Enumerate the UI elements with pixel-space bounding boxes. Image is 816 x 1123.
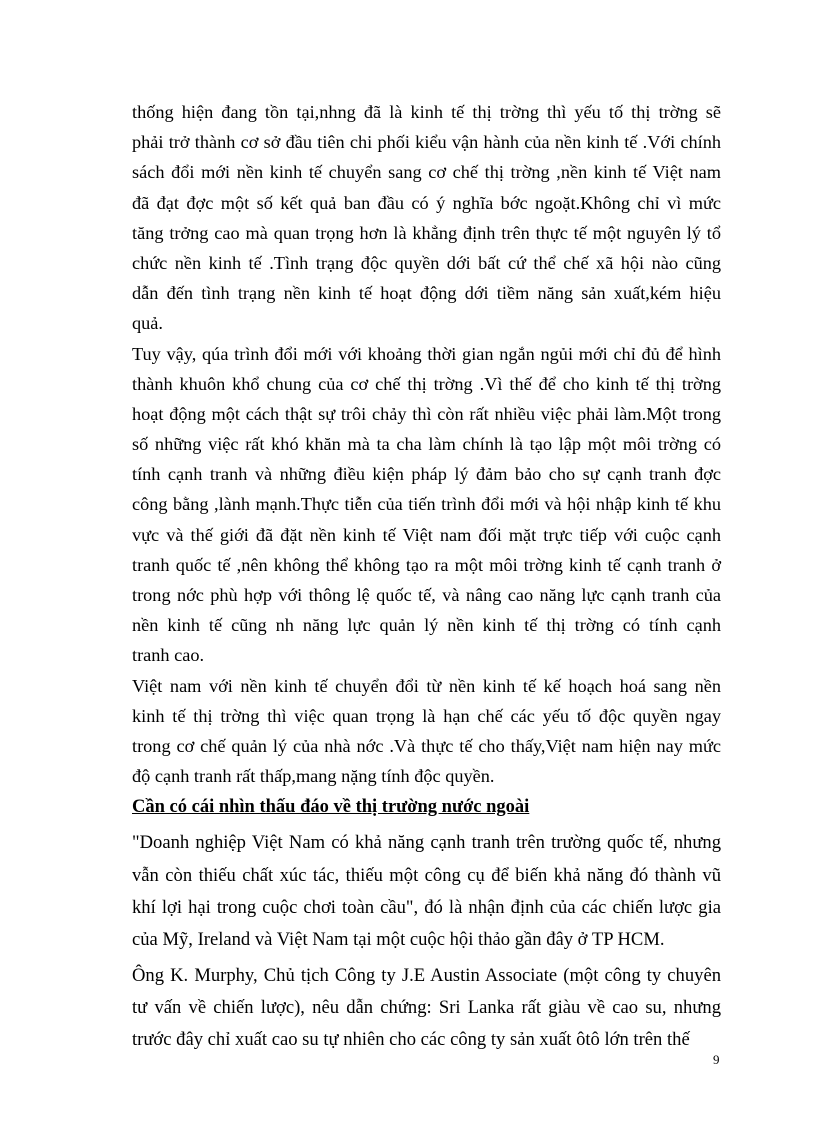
text-line: trong cơ chế quản lý của nhà nớc .Và thực tế cho thấy,Việt nam hiện nay mức [132, 735, 721, 756]
text-line: công bằng ,lành mạnh.Thực tiễn của tiến trình đổi mới và hội nhập kinh tế khu [132, 494, 721, 515]
body-text [132, 97, 721, 1061]
text-line: kinh tế thị trờng thì việc quan trọng là hạn chế các yếu tố độc quyền ngay [132, 705, 721, 726]
text-line: tính cạnh tranh và những điều kiện pháp lý đảm bảo cho sự cạnh tranh đợc [132, 464, 721, 485]
paragraph [132, 97, 721, 339]
page-number: 9 [713, 1052, 720, 1067]
paragraph [132, 827, 721, 956]
text-line: tranh cao. [132, 645, 205, 666]
text-line: Việt nam với nền kinh tế chuyển đổi từ nền kinh tế kế hoạch hoá sang nền [132, 675, 721, 696]
text-line: tranh quốc tế ,nên không thể không tạo ra một môi trờng kinh tế cạnh tranh ở [132, 554, 721, 575]
text-line: quả. [132, 313, 163, 334]
text-line: khí lợi hại trong cuộc chơi toàn cầu", đó là nhận định của các chiến lược gia [132, 896, 721, 918]
text-line: dẫn đến tình trạng nền kinh tế hoạt động dới tiềm năng sản xuất,kém hiệu [132, 283, 721, 304]
paragraph [132, 960, 721, 1057]
text-line: phải trở thành cơ sở đầu tiên chi phối kiểu vận hành của nền kinh tế .Với chính [132, 132, 721, 153]
text-line: tăng trởng cao mà quan trọng hơn là khẳng định trên thực tế một nguyên lý tổ [132, 222, 721, 243]
section-heading: Cần có cái nhìn thấu đáo về thị trường nước ngoài [132, 797, 530, 818]
text-line: độ cạnh tranh rất thấp,mang nặng tính độc quyền. [132, 766, 495, 787]
text-line: sách đổi mới nền kinh tế chuyển sang cơ chế thị trờng ,nền kinh tế Việt nam [132, 162, 721, 183]
paragraph [132, 671, 721, 792]
text-line: số những việc rất khó khăn mà ta cha làm chính là tạo lập một môi trờng có [132, 434, 721, 455]
paragraph [132, 339, 721, 671]
text-line: của Mỹ, Ireland và Việt Nam tại một cuộc hội thảo gần đây ở TP HCM. [132, 928, 665, 950]
text-line: trong nớc phù hợp với thông lệ quốc tế, và nâng cao năng lực cạnh tranh của [132, 585, 721, 605]
text-line: thành khuôn khổ chung của cơ chế thị trờng .Vì thế để cho kinh tế thị trờng [132, 373, 721, 394]
text-line: đã đạt đợc một số kết quả ban đầu có ý nghĩa bớc ngoặt.Không chỉ vì mức [132, 192, 721, 213]
text-line: "Doanh nghiệp Việt Nam có khả năng cạnh tranh trên trường quốc tế, nhưng [132, 832, 721, 854]
text-line: vực và thế giới đã đặt nền kinh tế Việt nam đối mặt trực tiếp với cuộc cạnh [132, 524, 721, 545]
text-line: chức nền kinh tế .Tình trạng độc quyền dới bất cứ thể chế xã hội nào cũng [132, 252, 721, 273]
text-line: nền kinh tế cũng nh năng lực quản lý nền kinh tế thị trờng có tính cạnh [132, 615, 721, 636]
text-line: trước đây chỉ xuất cao su tự nhiên cho các công ty sản xuất ôtô lớn trên thế [132, 1029, 690, 1051]
text-line: Tuy vậy, qúa trình đổi mới với khoảng thời gian ngắn ngủi mới chỉ đủ để hình [132, 343, 721, 364]
text-line: Ông K. Murphy, Chủ tịch Công ty J.E Austin Associate (một công ty chuyên [132, 965, 721, 987]
text-line: vẫn còn thiếu chất xúc tác, thiếu một công cụ để biến khả năng đó thành vũ [132, 864, 721, 886]
text-line: thống hiện đang tồn tại,nhng đã là kinh tế thị trờng thì yếu tố thị trờng sẽ [132, 102, 721, 122]
text-line: tư vấn về chiến lược), nêu dẫn chứng: Sri Lanka rất giàu về cao su, nhưng [132, 997, 721, 1019]
text-line: hoạt động một cách thật sự trôi chảy thì còn rất nhiều việc phải làm.Một trong [132, 403, 721, 424]
